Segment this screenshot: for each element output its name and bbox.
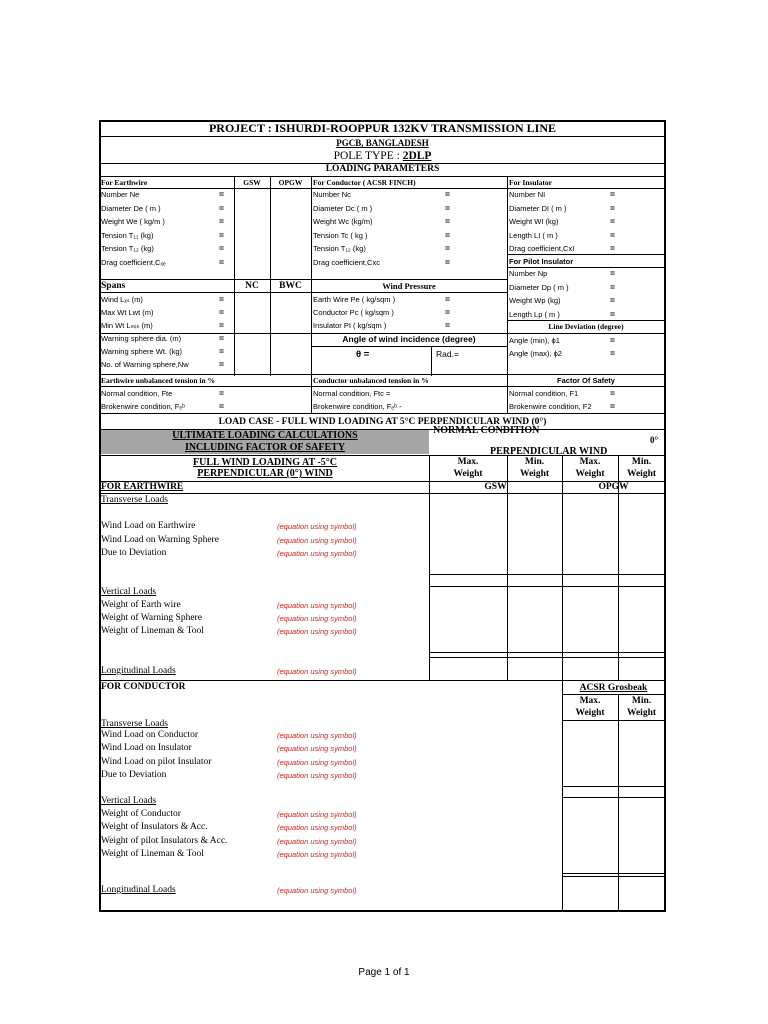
insulator-heading: For Insulator <box>509 178 552 187</box>
cond-vertical-item: Weight of Lineman & Tool <box>101 848 204 859</box>
insulator-param-label: Drag coefficient,CxI <box>509 244 575 253</box>
equals-sign: = <box>219 216 224 226</box>
equals-sign: = <box>445 243 450 253</box>
equals-sign: = <box>610 281 615 292</box>
ew-transverse-item: Wind Load on Earthwire <box>101 521 196 531</box>
full-wind-line2: PERPENDICULAR (0°) WIND <box>197 468 333 479</box>
cond-transverse-heading: Transverse Loads <box>101 719 168 729</box>
loading-sheet <box>99 120 666 912</box>
equals-sign: = <box>445 216 450 226</box>
span-param-label: Min Wt Lₘᵢₙ (m) <box>101 320 153 330</box>
equation-placeholder: (equation using symbol) <box>277 601 357 610</box>
max-label: Max. <box>579 457 601 467</box>
equals-sign: = <box>445 189 450 199</box>
pilot-insulator-param-label: Diameter Dp ( m ) <box>509 282 569 292</box>
equals-sign: = <box>219 189 224 199</box>
wind-pressure-heading: Wind Pressure <box>382 281 436 291</box>
pilot-insulator-param-label: Weight Wp (kg) <box>509 296 561 305</box>
pole-type: POLE TYPE : 2DLP <box>333 150 432 162</box>
fos-label: Brokenwire condition, F2 <box>509 402 592 411</box>
weight-label: Weight <box>626 469 657 479</box>
ew-vertical-item: Weight of Lineman & Tool <box>101 626 204 636</box>
loading-parameters-heading: LOADING PARAMETERS <box>325 164 440 174</box>
weight-label: Weight <box>575 469 605 479</box>
equation-placeholder: (equation using symbol) <box>277 522 357 531</box>
equals-sign: = <box>610 216 615 226</box>
pilot-insulator-param-label: Length Lp ( m ) <box>509 309 560 319</box>
deviation-label: Angle (max), ϕ2 <box>509 349 562 358</box>
ew-vertical-item: Weight of Warning Sphere <box>101 613 202 623</box>
page-number: Page 1 of 1 <box>358 967 410 978</box>
equals-sign: = <box>610 401 615 411</box>
equals-sign: = <box>445 307 450 317</box>
equals-sign: = <box>610 308 615 319</box>
earthwire-unbalanced-heading: Earthwire unbalanced tension in % <box>101 376 216 385</box>
weight-label: Weight <box>453 469 483 479</box>
normal-condition: NORMAL CONDITION <box>433 425 540 436</box>
equation-placeholder: (equation using symbol) <box>277 849 357 859</box>
equation-placeholder: (equation using symbol) <box>277 886 357 895</box>
equation-placeholder: (equation using symbol) <box>277 823 357 833</box>
span-param-label: Wind Lₓₛ (m) <box>101 295 143 304</box>
cond-transverse-item: Wind Load on Insulator <box>101 743 192 754</box>
cond-transverse-item: Due to Deviation <box>101 769 167 780</box>
earthwire-section-title: FOR EARTHWIRE <box>101 482 184 492</box>
span-param-label: Warning sphere dia. (m) <box>101 333 182 343</box>
ew-transverse-heading: Transverse Loads <box>101 495 168 505</box>
equals-sign: = <box>219 345 224 356</box>
span-param-label: Warning sphere Wt. (kg) <box>101 346 182 356</box>
wind-pressure-label: Earth Wire Pe ( kg/sqm ) <box>313 295 396 304</box>
rad-label: Rad.= <box>436 349 459 359</box>
earthwire-param-label: Diameter De ( m ) <box>101 203 161 213</box>
equals-sign: = <box>610 202 615 213</box>
ew-vertical-item: Weight of Earth wire <box>101 600 181 610</box>
min-label: Min. <box>524 457 545 467</box>
cond-transverse-item: Wind Load on Conductor <box>101 730 198 740</box>
equation-placeholder: (equation using symbol) <box>277 535 357 545</box>
conductor-param-label: Tension Tc ( kg ) <box>313 230 368 240</box>
span-param-label: No. of Warning sphere,Nw <box>101 359 189 369</box>
equals-sign: = <box>445 202 450 213</box>
weight-label: Weight <box>626 708 657 718</box>
ew-unbalanced-label: Brokenwire condition, Fₑᵇ <box>101 402 185 411</box>
ew-longitudinal-heading: Longitudinal Loads <box>101 666 176 676</box>
ew-vertical-heading: Vertical Loads <box>101 587 157 597</box>
line-deviation-heading: Line Deviation (degree) <box>548 322 624 331</box>
insulator-param-label: Number NI <box>509 190 546 199</box>
zero-degree: 0° <box>650 435 659 445</box>
earthwire-param-label: Tension T₁₂ (kg) <box>101 244 154 253</box>
full-wind-line1: FULL WIND LOADING AT -5°C <box>192 457 338 468</box>
ew-transverse-item: Wind Load on Warning Sphere <box>101 534 219 545</box>
equals-sign: = <box>219 294 224 304</box>
conductor-param-label: Number Nc <box>313 190 351 199</box>
pilot-insulator-param-label: Number Np <box>509 269 548 278</box>
deviation-label: Angle (min), ϕ1 <box>509 336 560 345</box>
pilot-insulator-heading: For Pilot Insulator <box>509 257 574 266</box>
equation-placeholder: (equation using symbol) <box>277 744 357 754</box>
gsw-label: GSW <box>484 482 507 492</box>
ultimate-line1: ULTIMATE LOADING CALCULATIONS <box>172 430 358 441</box>
equals-sign: = <box>445 320 450 330</box>
conductor-param-label: Drag coefficient,Cxc <box>313 257 380 267</box>
load-case-title: LOAD CASE - FULL WIND LOADING AT 5°C PERPENDICULAR WIND (0°) <box>218 417 547 427</box>
conductor-param-label: Tension T₁₂ (kg) <box>313 244 366 253</box>
col-bwc: BWC <box>279 281 302 291</box>
cond-vertical-item: Weight of Conductor <box>101 809 181 819</box>
insulator-param-label: Weight WI (kg) <box>509 217 559 226</box>
equals-sign: = <box>610 243 615 253</box>
equals-sign: = <box>219 358 224 369</box>
min-label: Min. <box>631 457 652 467</box>
equals-sign: = <box>219 256 224 267</box>
col-opgw: OPGW <box>278 178 303 187</box>
theta-label: θ = <box>356 349 370 360</box>
earthwire-param-label: Drag coefficient,Cₓₑ <box>101 257 166 267</box>
equals-sign: = <box>219 401 224 411</box>
cond-vertical-heading: Vertical Loads <box>101 796 157 806</box>
col-nc: NC <box>245 281 259 291</box>
max-label: Max. <box>579 696 601 706</box>
weight-label: Weight <box>575 708 605 718</box>
equals-sign: = <box>445 256 450 267</box>
min-label: Min. <box>631 696 652 706</box>
conductor-unbalanced-heading: Conductor unbalanced tension in % <box>313 376 429 385</box>
equals-sign: = <box>610 335 615 345</box>
earthwire-param-label: Weight We ( kg/m ) <box>101 217 165 226</box>
equation-placeholder: (equation using symbol) <box>277 770 357 780</box>
equals-sign: = <box>219 202 224 213</box>
equals-sign: = <box>610 348 615 358</box>
equals-sign: = <box>219 332 224 343</box>
conductor-param-label: Diameter Dc ( m ) <box>313 203 373 213</box>
wind-pressure-label: Insulator PI ( kg/sqm ) <box>313 321 387 330</box>
cond-transverse-item: Wind Load on pilot Insulator <box>101 756 212 767</box>
equation-placeholder: (equation using symbol) <box>277 731 357 740</box>
ew-transverse-item: Due to Deviation <box>101 548 167 558</box>
insulator-param-label: Diameter DI ( m ) <box>509 203 567 213</box>
equals-sign: = <box>219 243 224 253</box>
opgw-label: OPGW <box>598 482 629 492</box>
cond-vertical-item: Weight of Insulators & Acc. <box>101 822 208 833</box>
equals-sign: = <box>219 306 224 317</box>
ultimate-line2: INCLUDING FACTOR OF SAFETY <box>184 442 346 453</box>
span-param-label: Max Wt Lwt (m) <box>101 307 154 317</box>
insulator-param-label: Length LI ( m ) <box>509 230 558 240</box>
equals-sign: = <box>610 189 615 199</box>
cond-longitudinal-heading: Longitudinal Loads <box>101 885 176 895</box>
perpendicular-wind: PERPENDICULAR WIND <box>490 446 608 457</box>
equation-placeholder: (equation using symbol) <box>277 836 357 846</box>
equation-placeholder: (equation using symbol) <box>277 667 357 676</box>
equals-sign: = <box>219 319 224 330</box>
max-label: Max. <box>457 457 479 467</box>
conductor-section-title: FOR CONDUCTOR <box>101 682 186 692</box>
ew-unbalanced-label: Normal condition, Fte <box>101 389 173 398</box>
equation-placeholder: (equation using symbol) <box>277 614 357 623</box>
cond-unbalanced-label: Normal condition, Ftc = <box>313 389 391 398</box>
earthwire-param-label: Number Ne <box>101 190 140 199</box>
angle-heading: Angle of wind incidence (degree) <box>342 334 476 344</box>
earthwire-heading: For Earthwire <box>101 178 148 187</box>
equals-sign: = <box>219 388 224 398</box>
equation-placeholder: (equation using symbol) <box>277 549 357 558</box>
equation-placeholder: (equation using symbol) <box>277 627 357 636</box>
equals-sign: = <box>610 268 615 278</box>
equation-placeholder: (equation using symbol) <box>277 810 357 819</box>
cond-unbalanced-label: Brokenwire condition, Fₑᵇ - <box>313 402 402 411</box>
conductor-param-label: Weight Wc (kg/m) <box>313 217 373 226</box>
equals-sign: = <box>219 229 224 240</box>
cond-vertical-item: Weight of pilot Insulators & Acc. <box>101 835 228 846</box>
project-title: PROJECT : ISHURDI-ROOPPUR 132KV TRANSMISSION LINE <box>208 121 557 135</box>
equals-sign: = <box>610 295 615 305</box>
weight-label: Weight <box>519 469 550 479</box>
wind-pressure-label: Conductor Pc ( kg/sqm ) <box>313 308 394 317</box>
acsr-grosbeak: ACSR Grosbeak <box>579 683 648 693</box>
spans-heading: Spans <box>101 281 126 291</box>
equals-sign: = <box>610 388 615 398</box>
equation-placeholder: (equation using symbol) <box>277 757 357 767</box>
equals-sign: = <box>610 229 615 240</box>
equals-sign: = <box>445 294 450 304</box>
conductor-heading: For Conductor ( ACSR FINCH) <box>313 178 416 187</box>
client-name: PGCB, BANGLADESH <box>336 138 429 148</box>
fos-label: Normal condition, F1 <box>509 389 579 398</box>
earthwire-param-label: Tension T₁₁ (kg) <box>101 230 154 240</box>
col-gsw: GSW <box>243 178 261 187</box>
fos-heading: Factor Of Safety <box>557 376 615 385</box>
equals-sign: = <box>445 229 450 240</box>
